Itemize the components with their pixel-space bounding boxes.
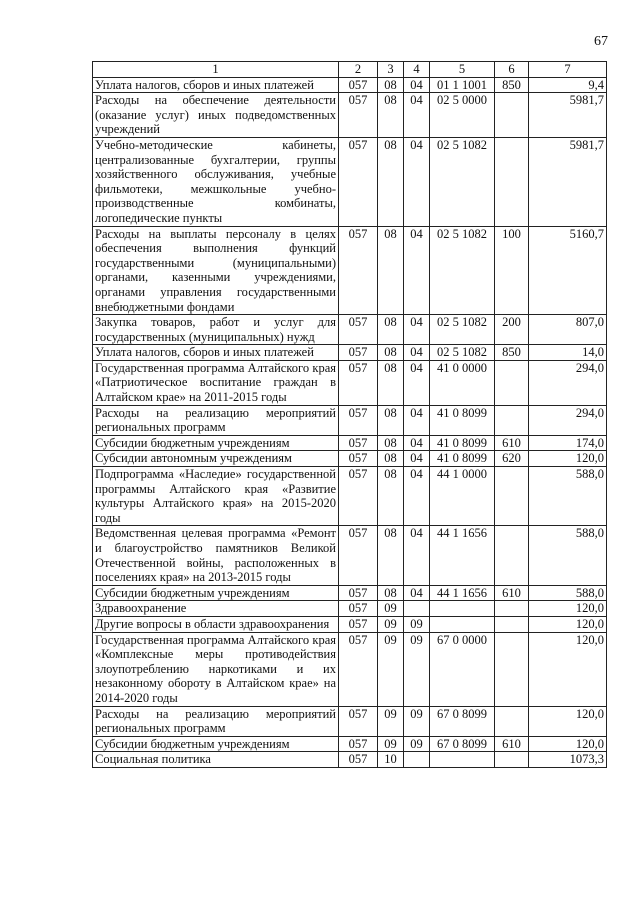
row-code: 057 <box>339 752 378 768</box>
row-amount: 174,0 <box>529 435 607 451</box>
row-name: Субсидии бюджетным учреждениям <box>93 585 339 601</box>
row-section: 08 <box>378 315 404 345</box>
row-code: 057 <box>339 93 378 138</box>
row-amount: 120,0 <box>529 736 607 752</box>
row-amount: 9,4 <box>529 77 607 93</box>
col-header-code: 2 <box>339 62 378 78</box>
table-row <box>93 345 607 361</box>
row-amount: 588,0 <box>529 467 607 526</box>
row-name: Субсидии бюджетным учреждениям <box>93 435 339 451</box>
row-amount: 5981,7 <box>529 93 607 138</box>
row-target: 44 1 0000 <box>430 467 495 526</box>
row-subsection: 09 <box>404 632 430 706</box>
row-name: Закупка товаров, работ и услуг для государственных (муниципальных) нужд <box>93 315 339 345</box>
row-amount: 807,0 <box>529 315 607 345</box>
row-name: Субсидии бюджетным учреждениям <box>93 736 339 752</box>
table-row <box>93 736 607 752</box>
row-subsection: 04 <box>404 93 430 138</box>
row-amount: 5160,7 <box>529 226 607 315</box>
table-row <box>93 451 607 467</box>
table-row <box>93 526 607 585</box>
row-type: 610 <box>495 585 529 601</box>
row-subsection: 04 <box>404 345 430 361</box>
col-header-amount: 7 <box>529 62 607 78</box>
row-target: 02 5 1082 <box>430 137 495 226</box>
table-body <box>93 77 607 767</box>
table-row <box>93 226 607 315</box>
row-type: 620 <box>495 451 529 467</box>
row-section: 08 <box>378 226 404 315</box>
row-target: 67 0 8099 <box>430 706 495 736</box>
row-target: 02 5 1082 <box>430 315 495 345</box>
row-code: 057 <box>339 226 378 315</box>
row-target <box>430 601 495 617</box>
row-amount: 588,0 <box>529 526 607 585</box>
row-subsection: 04 <box>404 360 430 405</box>
table-row <box>93 585 607 601</box>
col-header-type: 6 <box>495 62 529 78</box>
row-target: 44 1 1656 <box>430 585 495 601</box>
row-target: 02 5 0000 <box>430 93 495 138</box>
row-name: Социальная политика <box>93 752 339 768</box>
row-type: 850 <box>495 345 529 361</box>
row-subsection: 04 <box>404 77 430 93</box>
row-code: 057 <box>339 736 378 752</box>
table-row <box>93 93 607 138</box>
row-code: 057 <box>339 616 378 632</box>
row-code: 057 <box>339 137 378 226</box>
row-amount: 588,0 <box>529 585 607 601</box>
col-header-name: 1 <box>93 62 339 78</box>
table-row <box>93 360 607 405</box>
row-section: 09 <box>378 736 404 752</box>
row-section: 09 <box>378 601 404 617</box>
row-subsection: 09 <box>404 616 430 632</box>
row-target: 02 5 1082 <box>430 226 495 315</box>
row-target <box>430 752 495 768</box>
row-subsection <box>404 601 430 617</box>
row-target: 01 1 1001 <box>430 77 495 93</box>
row-type <box>495 526 529 585</box>
table-row <box>93 315 607 345</box>
table-row <box>93 632 607 706</box>
row-amount: 1073,3 <box>529 752 607 768</box>
row-code: 057 <box>339 601 378 617</box>
row-code: 057 <box>339 435 378 451</box>
row-subsection: 04 <box>404 467 430 526</box>
row-subsection: 04 <box>404 226 430 315</box>
row-subsection: 04 <box>404 585 430 601</box>
row-subsection: 04 <box>404 451 430 467</box>
table-header-row <box>93 62 607 78</box>
row-type: 610 <box>495 736 529 752</box>
row-section: 09 <box>378 706 404 736</box>
row-section: 09 <box>378 632 404 706</box>
row-amount: 120,0 <box>529 706 607 736</box>
row-section: 08 <box>378 435 404 451</box>
budget-table <box>92 61 607 768</box>
row-amount: 14,0 <box>529 345 607 361</box>
row-subsection <box>404 752 430 768</box>
row-subsection: 04 <box>404 526 430 585</box>
row-amount: 294,0 <box>529 405 607 435</box>
row-code: 057 <box>339 451 378 467</box>
row-name: Субсидии автономным учреждениям <box>93 451 339 467</box>
row-name: Учебно-методические кабинеты, централизованные бухгалтерии, группы хозяйственного обслуживания, учебные фильмотеки, межшкольные учебно-производственные комбинаты, логопедические пункты <box>93 137 339 226</box>
row-type <box>495 405 529 435</box>
row-subsection: 04 <box>404 435 430 451</box>
row-code: 057 <box>339 77 378 93</box>
row-section: 08 <box>378 451 404 467</box>
row-amount: 120,0 <box>529 601 607 617</box>
row-code: 057 <box>339 360 378 405</box>
row-amount: 294,0 <box>529 360 607 405</box>
col-header-section: 3 <box>378 62 404 78</box>
table-row <box>93 467 607 526</box>
row-target: 41 0 0000 <box>430 360 495 405</box>
row-section: 08 <box>378 345 404 361</box>
row-name: Расходы на обеспечение деятельности (оказание услуг) иных подведомственных учреждений <box>93 93 339 138</box>
row-name: Государственная программа Алтайского края «Комплексные меры противодействия злоупотреблению наркотиками и их незаконному обороту в Алтайском крае» на 2014-2020 годы <box>93 632 339 706</box>
row-target: 41 0 8099 <box>430 435 495 451</box>
row-subsection: 04 <box>404 137 430 226</box>
row-target: 67 0 0000 <box>430 632 495 706</box>
row-target: 67 0 8099 <box>430 736 495 752</box>
row-subsection: 04 <box>404 315 430 345</box>
row-amount: 5981,7 <box>529 137 607 226</box>
row-section: 10 <box>378 752 404 768</box>
row-name: Другие вопросы в области здравоохранения <box>93 616 339 632</box>
row-code: 057 <box>339 585 378 601</box>
row-section: 08 <box>378 526 404 585</box>
row-subsection: 09 <box>404 706 430 736</box>
row-subsection: 04 <box>404 405 430 435</box>
row-type <box>495 137 529 226</box>
row-target: 41 0 8099 <box>430 405 495 435</box>
col-header-target: 5 <box>430 62 495 78</box>
row-section: 08 <box>378 137 404 226</box>
row-name: Государственная программа Алтайского края «Патриотическое воспитание граждан в Алтайском крае» на 2011-2015 годы <box>93 360 339 405</box>
table-row <box>93 435 607 451</box>
row-type <box>495 360 529 405</box>
row-amount: 120,0 <box>529 616 607 632</box>
row-section: 08 <box>378 405 404 435</box>
row-type <box>495 632 529 706</box>
row-type <box>495 93 529 138</box>
row-name: Расходы на реализацию мероприятий региональных программ <box>93 706 339 736</box>
row-code: 057 <box>339 526 378 585</box>
table-row <box>93 616 607 632</box>
row-code: 057 <box>339 632 378 706</box>
row-code: 057 <box>339 345 378 361</box>
row-name: Подпрограмма «Наследие» государственной программы Алтайского края «Развитие культуры Алтайского края» на 2015-2020 годы <box>93 467 339 526</box>
row-amount: 120,0 <box>529 632 607 706</box>
table-row <box>93 601 607 617</box>
row-name: Уплата налогов, сборов и иных платежей <box>93 345 339 361</box>
row-type: 850 <box>495 77 529 93</box>
row-name: Уплата налогов, сборов и иных платежей <box>93 77 339 93</box>
row-type <box>495 616 529 632</box>
row-name: Ведомственная целевая программа «Ремонт и благоустройство памятников Великой Отечественной войны, расположенных в поселениях края» на 2013-2015 годы <box>93 526 339 585</box>
row-section: 08 <box>378 467 404 526</box>
row-target: 02 5 1082 <box>430 345 495 361</box>
row-type <box>495 752 529 768</box>
row-section: 08 <box>378 93 404 138</box>
row-section: 08 <box>378 360 404 405</box>
table-row <box>93 405 607 435</box>
row-amount: 120,0 <box>529 451 607 467</box>
row-type <box>495 467 529 526</box>
row-section: 09 <box>378 616 404 632</box>
row-target: 41 0 8099 <box>430 451 495 467</box>
row-target <box>430 616 495 632</box>
row-type: 100 <box>495 226 529 315</box>
row-code: 057 <box>339 706 378 736</box>
row-type <box>495 601 529 617</box>
table-row <box>93 137 607 226</box>
row-section: 08 <box>378 585 404 601</box>
row-code: 057 <box>339 405 378 435</box>
table-row <box>93 752 607 768</box>
table-row <box>93 77 607 93</box>
row-type: 610 <box>495 435 529 451</box>
row-name: Расходы на выплаты персоналу в целях обеспечения выполнения функций государственными (муниципальными) органами, казенными учреждениями, органами управления государственными внебюджетными фондами <box>93 226 339 315</box>
row-name: Расходы на реализацию мероприятий региональных программ <box>93 405 339 435</box>
row-type <box>495 706 529 736</box>
row-code: 057 <box>339 315 378 345</box>
row-section: 08 <box>378 77 404 93</box>
row-subsection: 09 <box>404 736 430 752</box>
col-header-subsection: 4 <box>404 62 430 78</box>
row-name: Здравоохранение <box>93 601 339 617</box>
row-target: 44 1 1656 <box>430 526 495 585</box>
row-type: 200 <box>495 315 529 345</box>
row-code: 057 <box>339 467 378 526</box>
table-row <box>93 706 607 736</box>
page-number: 67 <box>594 34 608 49</box>
